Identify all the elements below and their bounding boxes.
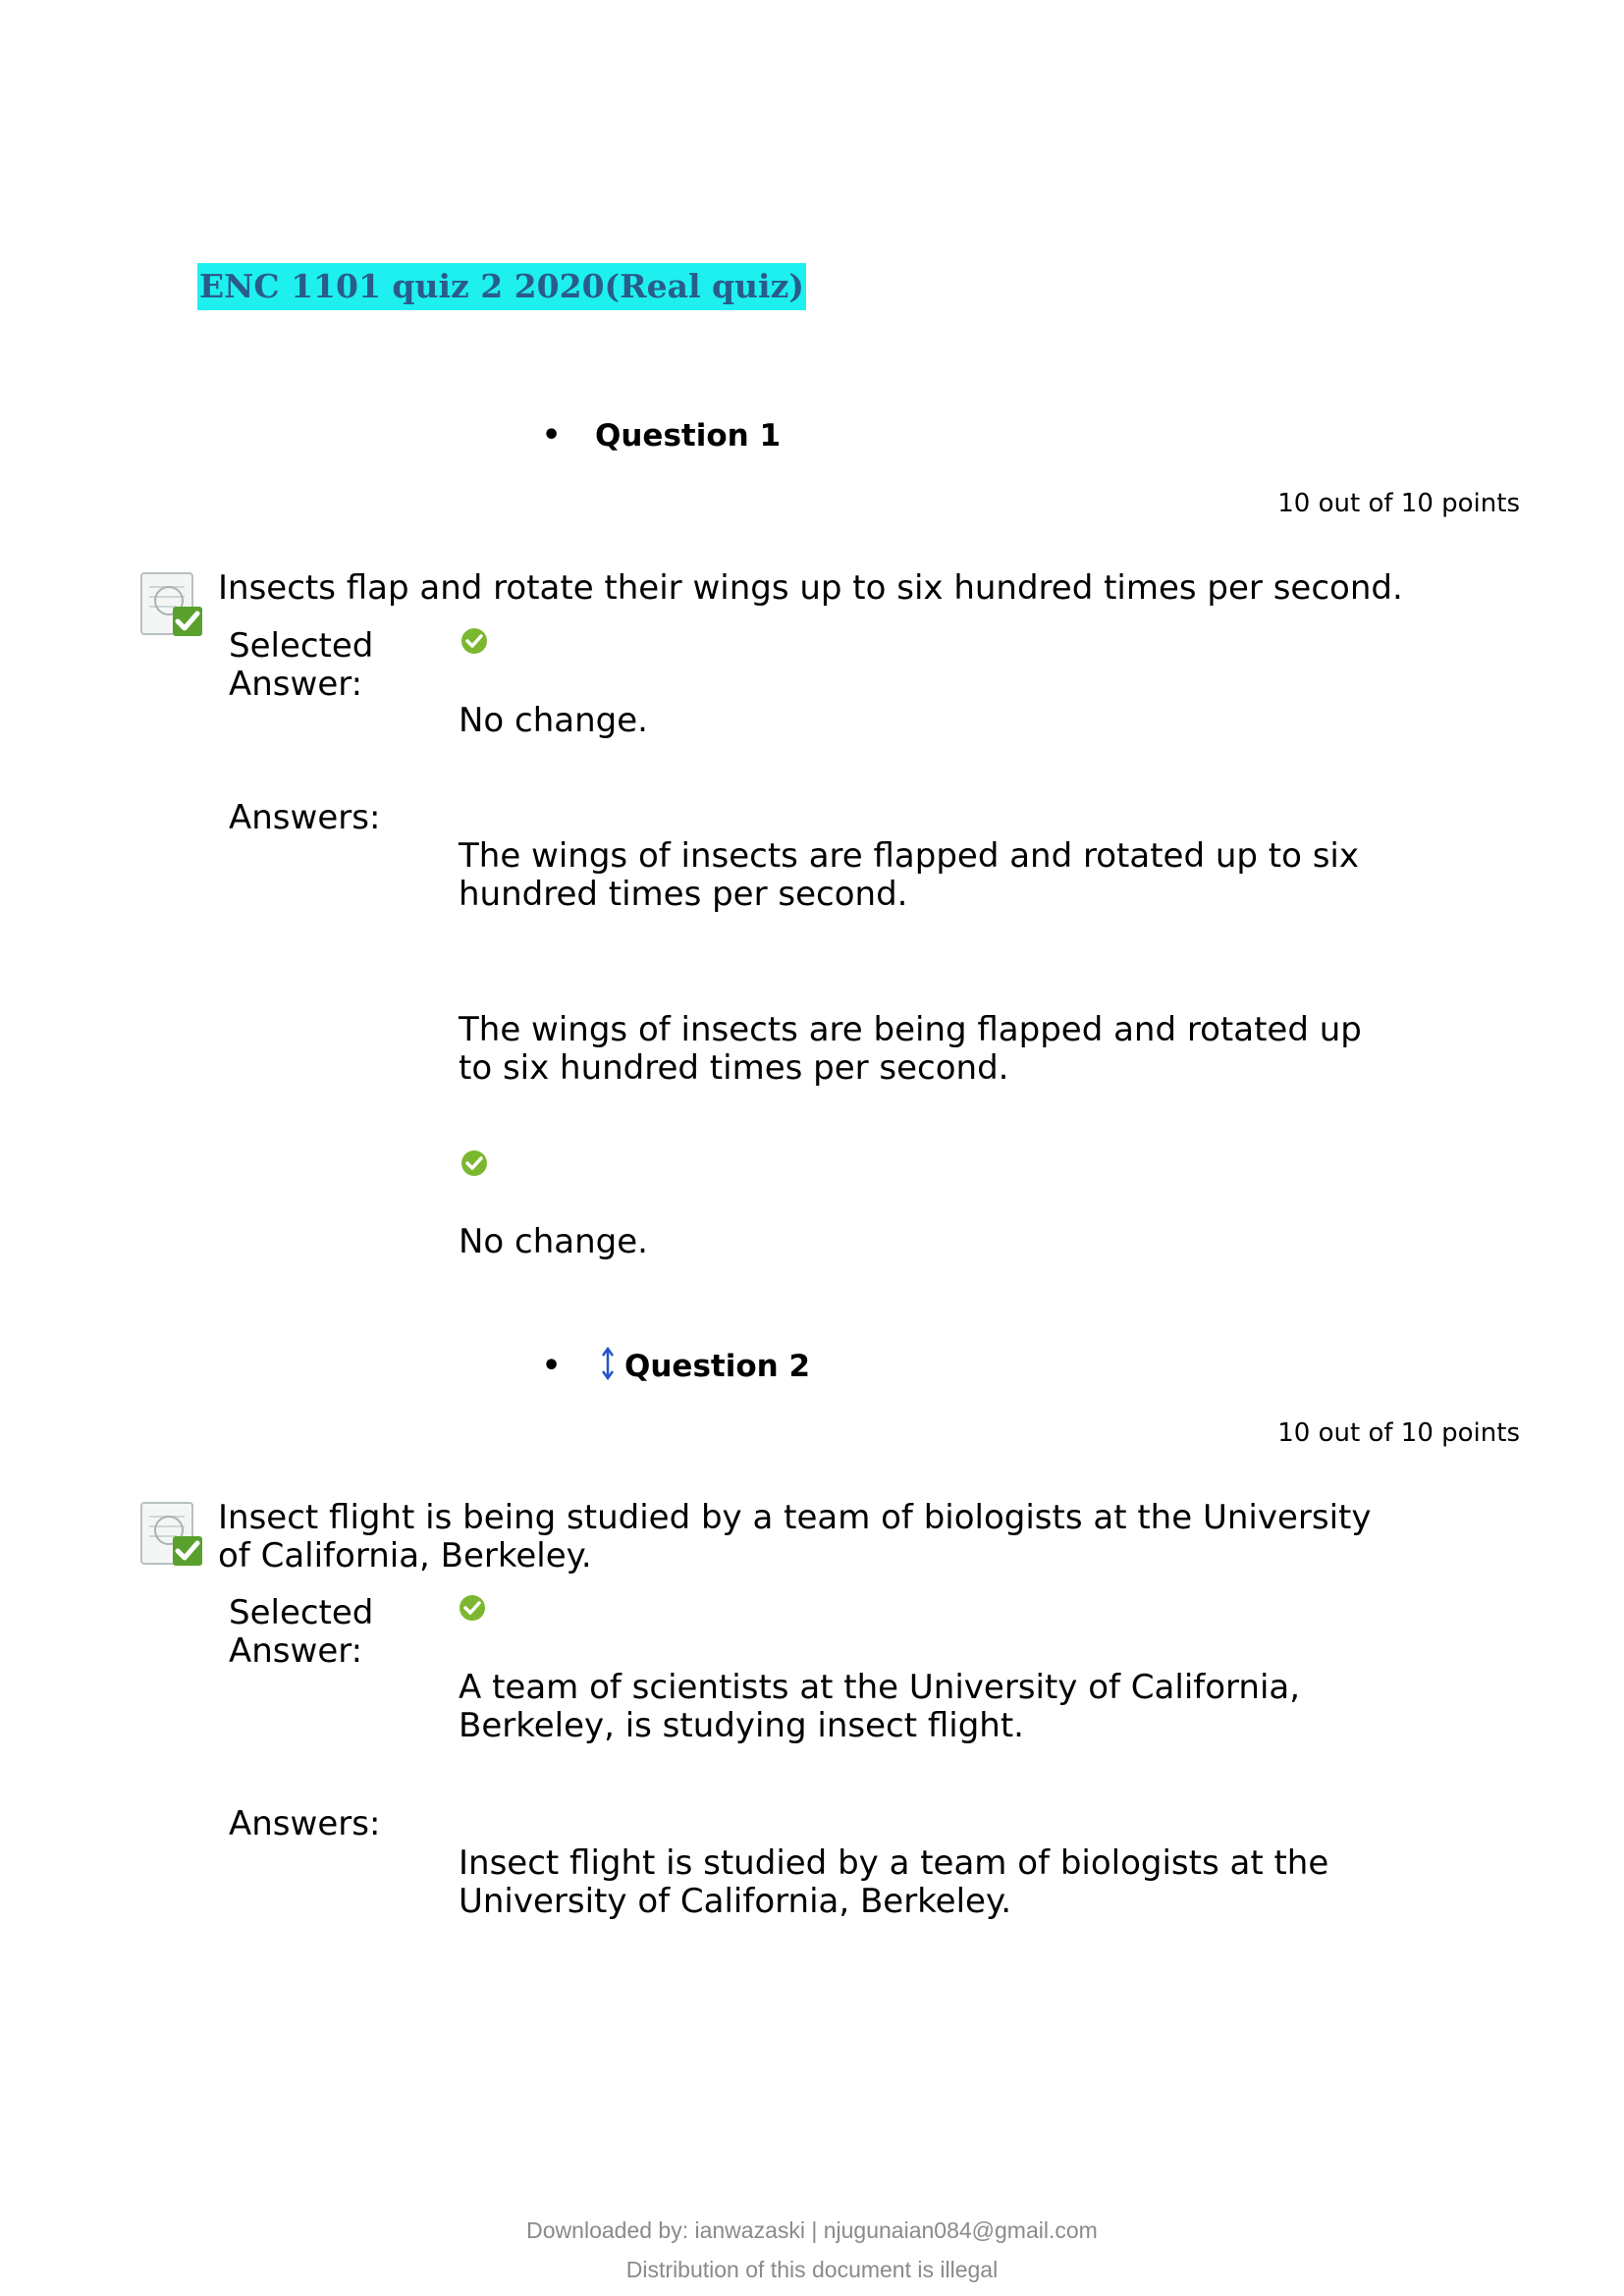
answer-option-correct: Insect flight is studied by a team of biologists at the University of California, Berkeley. bbox=[459, 1843, 1329, 1921]
selected-answer-text: No change. bbox=[459, 701, 648, 740]
answers-label: Answers: bbox=[229, 1804, 381, 1843]
footer-downloaded-by: Downloaded by: ianwazaski | njugunaian084@gmail.com bbox=[526, 2217, 1098, 2243]
correct-check-icon bbox=[459, 1594, 486, 1622]
correct-check-icon bbox=[460, 627, 488, 655]
graded-document-icon bbox=[137, 1499, 208, 1570]
question-1-points: 10 out of 10 points bbox=[1277, 489, 1520, 518]
question-2-label: Question 2 bbox=[624, 1349, 811, 1384]
graded-document-icon bbox=[137, 569, 208, 640]
question-bullet: • bbox=[542, 1349, 562, 1383]
correct-check-icon bbox=[460, 1149, 488, 1177]
question-1-label: Question 1 bbox=[595, 418, 782, 454]
question-1-prompt: Insects flap and rotate their wings up to six hundred times per second. bbox=[218, 568, 1403, 608]
answer-option-correct: No change. bbox=[459, 1222, 648, 1261]
selected-answer-label: Selected Answer: bbox=[229, 1593, 374, 1671]
document-title: ENC 1101 quiz 2 2020(Real quiz) bbox=[197, 263, 806, 310]
footer-distribution-notice: Distribution of this document is illegal bbox=[625, 2257, 999, 2282]
question-bullet: • bbox=[542, 418, 562, 453]
answer-option: The wings of insects are flapped and rotated up to six hundred times per second. bbox=[459, 836, 1359, 914]
answers-label: Answers: bbox=[229, 798, 381, 837]
selected-answer-label: Selected Answer: bbox=[229, 626, 374, 704]
question-2-prompt: Insect flight is being studied by a team of biologists at the University of California, Berkeley. bbox=[218, 1498, 1372, 1575]
selected-answer-text: A team of scientists at the University of California, Berkeley, is studying insect flight. bbox=[459, 1668, 1301, 1745]
answer-option: The wings of insects are being flapped and rotated up to six hundred times per second. bbox=[459, 1010, 1362, 1088]
sort-arrows-icon[interactable] bbox=[601, 1347, 615, 1380]
question-2-points: 10 out of 10 points bbox=[1277, 1418, 1520, 1448]
